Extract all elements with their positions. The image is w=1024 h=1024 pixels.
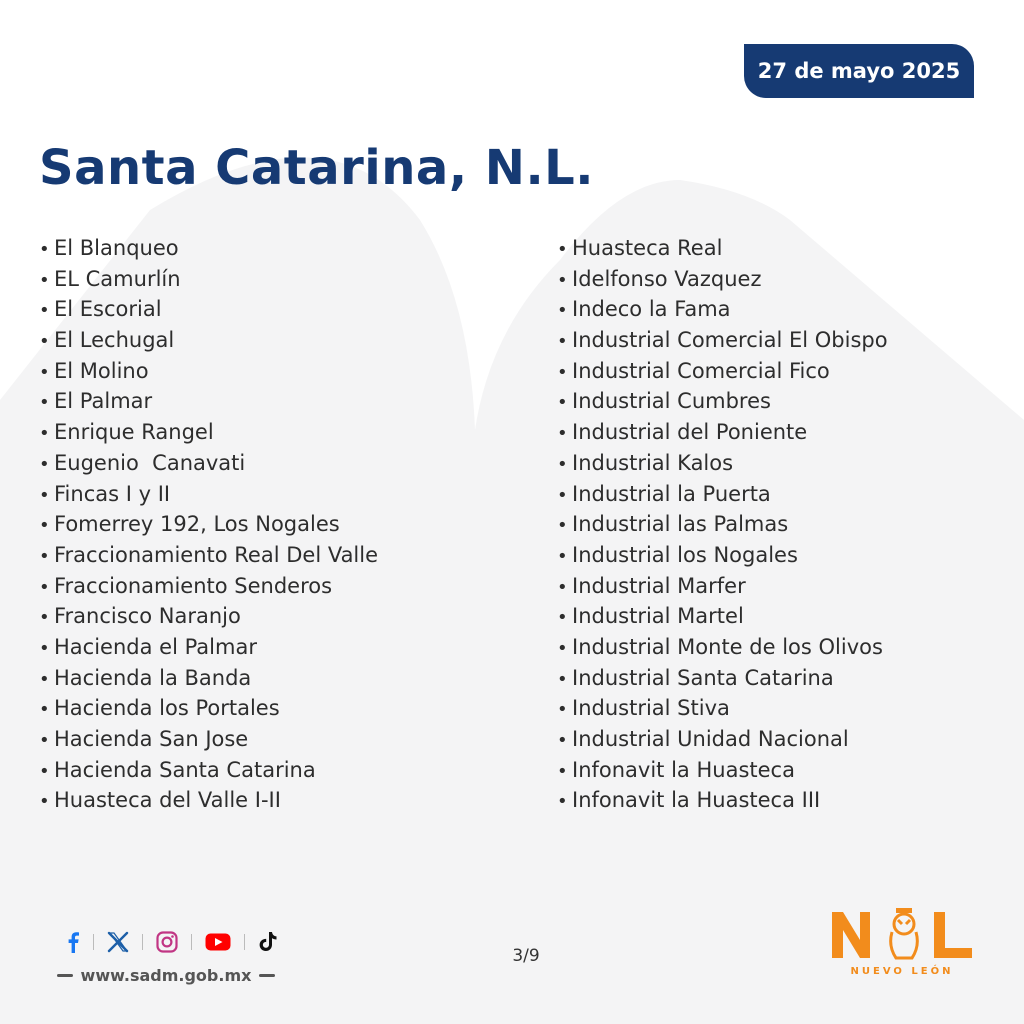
bullet-dot: • (39, 392, 50, 414)
list-item (39, 448, 378, 479)
list-item (39, 693, 378, 724)
bullet-dot: • (39, 423, 50, 445)
neighborhood-name: Eugenio Canavati (54, 450, 246, 475)
neighborhood-name: EL Camurlín (54, 266, 181, 291)
logo-subtitle: NUEVO LEÓN (850, 966, 954, 977)
list-item (557, 417, 888, 448)
list-item (557, 601, 888, 632)
date-badge: 27 de mayo 2025 (744, 44, 974, 98)
social-links (66, 928, 278, 956)
list-item (557, 571, 888, 602)
bullet-dot: • (557, 791, 568, 813)
neighborhood-name: Infonavit la Huasteca (572, 757, 795, 782)
neighborhood-name: Industrial Marfer (572, 573, 746, 598)
list-item (557, 755, 888, 786)
bullet-dot: • (39, 269, 50, 291)
list-item (557, 233, 888, 264)
list-item (557, 479, 888, 510)
neighborhood-name: Hacienda la Banda (54, 665, 252, 690)
list-item (39, 663, 378, 694)
bullet-dot: • (557, 699, 568, 721)
youtube-icon[interactable] (205, 932, 231, 952)
list-item (557, 356, 888, 387)
bullet-dot: • (557, 300, 568, 322)
neighborhood-name: Fraccionamiento Senderos (54, 573, 333, 598)
list-item (39, 479, 378, 510)
neighborhood-name: Infonavit la Huasteca III (572, 788, 821, 813)
neighborhood-name: Hacienda el Palmar (54, 634, 257, 659)
bullet-dot: • (557, 269, 568, 291)
bullet-dot: • (39, 576, 50, 598)
bullet-dot: • (557, 392, 568, 414)
list-item (557, 325, 888, 356)
neighborhood-name: Francisco Naranjo (54, 604, 241, 629)
list-item (39, 724, 378, 755)
list-item (39, 233, 378, 264)
neighborhood-name: Industrial Unidad Nacional (572, 727, 849, 751)
neighborhood-name: Indeco la Fama (572, 297, 731, 322)
divider (93, 934, 94, 950)
list-item (39, 356, 378, 387)
bullet-dot: • (557, 361, 568, 383)
bullet-dot: • (557, 545, 568, 567)
divider (244, 934, 245, 950)
neighborhood-name: Enrique Rangel (54, 420, 214, 445)
neighborhood-name: Huasteca Real (572, 236, 723, 260)
divider (142, 934, 143, 950)
neighborhood-name: Industrial Comercial Fico (572, 358, 830, 383)
bullet-dot: • (557, 331, 568, 353)
list-item (557, 632, 888, 663)
bullet-dot: • (557, 453, 568, 475)
divider (191, 934, 192, 950)
neighborhood-name: Huasteca del Valle I-II (54, 788, 281, 813)
bullet-dot: • (557, 668, 568, 690)
neighborhood-name: Industrial Comercial El Obispo (572, 328, 888, 353)
neighborhood-name: Industrial del Poniente (572, 420, 808, 445)
bullet-dot: • (557, 637, 568, 659)
list-item (39, 601, 378, 632)
list-item (557, 264, 888, 295)
dash-decoration (57, 974, 73, 977)
neighborhood-name: El Molino (54, 358, 149, 383)
tiktok-icon[interactable] (258, 931, 278, 953)
neighborhood-name: El Palmar (54, 389, 153, 414)
neighborhood-name: Hacienda San Jose (54, 727, 249, 751)
list-item (39, 540, 378, 571)
bullet-dot: • (557, 730, 568, 751)
dash-decoration (259, 974, 275, 977)
list-item (39, 294, 378, 325)
bullet-dot: • (557, 484, 568, 506)
list-item (39, 632, 378, 663)
bullet-dot: • (39, 637, 50, 659)
bullet-dot: • (39, 300, 50, 322)
neighborhood-name: Hacienda los Portales (54, 696, 280, 721)
website-link[interactable]: www.sadm.gob.mx (80, 965, 252, 985)
bullet-dot: • (39, 361, 50, 383)
bullet-dot: • (557, 607, 568, 629)
bullet-dot: • (557, 423, 568, 445)
bullet-dot: • (39, 730, 50, 751)
bullet-dot: • (39, 668, 50, 690)
list-item (557, 693, 888, 724)
neighborhood-name: Industrial los Nogales (572, 542, 798, 567)
neighborhood-name: Industrial Monte de los Olivos (572, 634, 883, 659)
list-item (557, 509, 888, 540)
list-item (39, 755, 378, 786)
neighborhood-name: Hacienda Santa Catarina (54, 757, 316, 782)
list-item (557, 540, 888, 571)
neighborhood-name: Fraccionamiento Real Del Valle (54, 542, 379, 567)
neighborhood-name: Industrial la Puerta (572, 481, 771, 506)
list-item (39, 509, 378, 540)
x-twitter-icon[interactable] (107, 931, 129, 953)
neighborhood-name: Industrial Cumbres (572, 389, 771, 414)
list-item (39, 571, 378, 602)
bullet-dot: • (39, 331, 50, 353)
list-item (39, 264, 378, 295)
bullet-dot: • (557, 239, 568, 260)
bullet-dot: • (39, 545, 50, 567)
neighborhood-name: Industrial las Palmas (572, 512, 789, 537)
neighborhood-name: Industrial Kalos (572, 450, 734, 475)
bullet-dot: • (557, 576, 568, 598)
list-item (39, 417, 378, 448)
neighborhood-list-left (39, 233, 378, 816)
bullet-dot: • (39, 484, 50, 506)
list-item (39, 386, 378, 417)
list-item (557, 448, 888, 479)
list-item (557, 663, 888, 694)
neighborhood-list-right (557, 233, 888, 816)
page-title: Santa Catarina, N.L. (39, 140, 594, 196)
bullet-dot: • (39, 453, 50, 475)
list-item (557, 294, 888, 325)
list-item (39, 785, 378, 816)
bullet-dot: • (557, 515, 568, 537)
list-item (39, 325, 378, 356)
bullet-dot: • (557, 760, 568, 782)
neighborhood-name: Industrial Stiva (572, 696, 730, 721)
neighborhood-name: El Escorial (54, 297, 162, 322)
neighborhood-name: Fincas I y II (54, 481, 171, 506)
neighborhood-name: Fomerrey 192, Los Nogales (54, 512, 340, 537)
page-number: 3/9 (512, 946, 540, 966)
list-item (557, 386, 888, 417)
list-item (557, 785, 888, 816)
instagram-icon[interactable] (156, 931, 178, 953)
bullet-dot: • (39, 239, 50, 260)
bullet-dot: • (39, 760, 50, 782)
neighborhood-name: Industrial Martel (572, 604, 744, 629)
neighborhood-name: El Lechugal (54, 328, 175, 353)
facebook-icon[interactable] (66, 931, 80, 953)
bullet-dot: • (39, 791, 50, 813)
bullet-dot: • (39, 607, 50, 629)
bullet-dot: • (39, 699, 50, 721)
neighborhood-name: El Blanqueo (54, 236, 179, 260)
list-item (557, 724, 888, 755)
neighborhood-name: Industrial Santa Catarina (572, 665, 834, 690)
neighborhood-name: Idelfonso Vazquez (572, 266, 762, 291)
bullet-dot: • (39, 515, 50, 537)
website-footer (50, 962, 282, 988)
